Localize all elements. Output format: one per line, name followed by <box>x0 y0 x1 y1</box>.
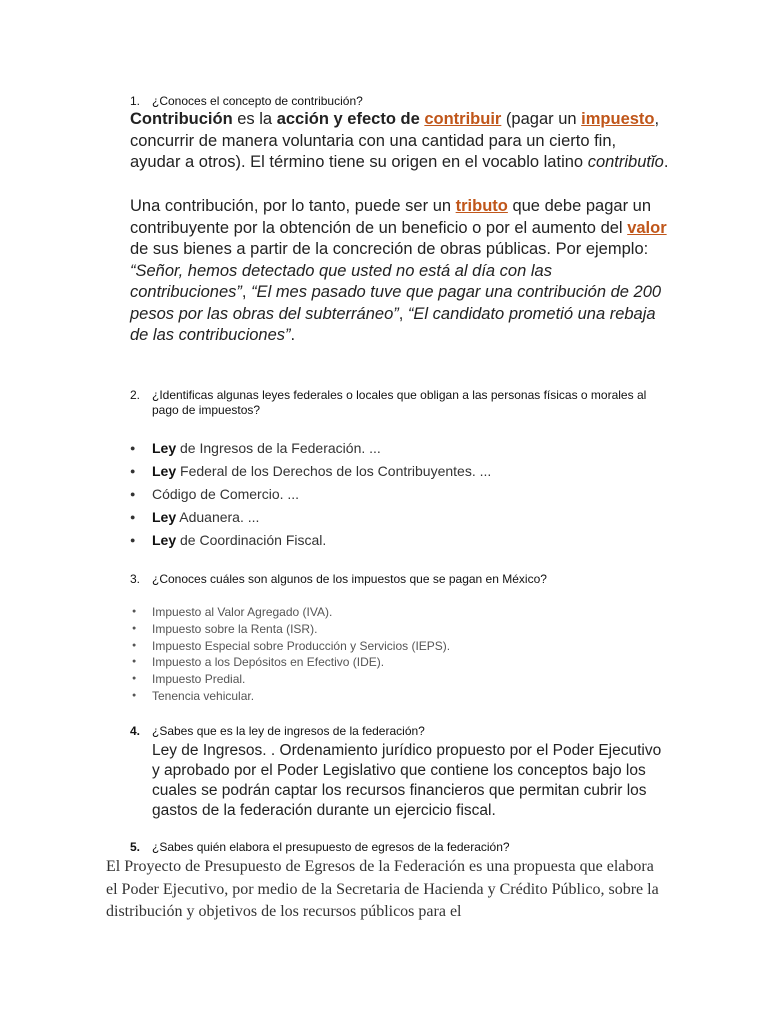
law-text: Aduanera. ... <box>176 509 260 525</box>
question-4-number: 4. <box>130 724 141 738</box>
term-contribucion: Contribución <box>130 110 233 128</box>
law-bold: Ley <box>152 440 177 456</box>
text-span: (pagar un <box>501 110 582 128</box>
text-span: Una contribución, por lo tanto, puede ser un <box>130 197 456 215</box>
law-text: de Ingresos de la Federación. ... <box>176 440 381 456</box>
list-item: ● Impuesto al Valor Agregado (IVA). <box>130 604 450 621</box>
list-item <box>130 461 491 484</box>
example-quote-3: “El candidato prometió una rebaja de las contribuciones” <box>130 304 656 344</box>
list-item <box>130 530 491 553</box>
answer-1-paragraph-1 <box>130 109 670 174</box>
law-bold: Ley <box>152 509 177 525</box>
list-item: ● Impuesto Predial. <box>130 671 450 688</box>
list-item: ● Impuesto sobre la Renta (ISR). <box>130 621 450 638</box>
question-2-number: 2. <box>130 388 141 402</box>
text-span: , <box>398 304 408 323</box>
term-accion: acción y efecto de <box>276 110 420 128</box>
text-span: de sus bienes a partir de la concreción de obras públicas. Por ejemplo: <box>130 240 649 258</box>
question-5-number: 5. <box>130 840 141 854</box>
link-impuesto[interactable]: impuesto <box>581 110 655 128</box>
taxes-list <box>130 604 450 705</box>
answer-5: El Proyecto de Presupuesto de Egresos de la Federación es una propuesta que elabora el Poder Ejecutivo, por medio de la Secretaria de Hacienda y Crédito Público, sobre la distribución y objetivos de los recursos públicos para el <box>106 858 659 920</box>
laws-list <box>130 438 491 553</box>
question-1-text: ¿Conoces el concepto de contribución? <box>152 94 363 108</box>
law-bold: Ley <box>152 463 177 479</box>
law-bold: Ley <box>152 532 177 548</box>
text-span: es la <box>232 110 277 128</box>
question-3-number: 3. <box>130 572 141 586</box>
example-quote-1: “Señor, hemos detectado que usted no está al día con las contribuciones” <box>130 261 552 301</box>
text-span: . <box>290 326 296 344</box>
question-3-text: ¿Conoces cuáles son algunos de los impuestos que se pagan en México? <box>152 572 547 586</box>
question-2-text: ¿Identificas algunas leyes federales o locales que obligan a las personas físicas o morales al pago de impuestos? <box>152 388 647 417</box>
link-tributo[interactable]: tributo <box>455 197 508 215</box>
question-1-number: 1. <box>130 94 141 108</box>
answer-1-paragraph-2 <box>130 196 670 347</box>
list-item: ● Tenencia vehicular. <box>130 688 450 705</box>
law-text: Código de Comercio. ... <box>152 486 300 502</box>
text-span: , <box>241 283 252 301</box>
text-span: que debe pagar un contribuyente por la obtención de un beneficio o por el aumento del <box>130 197 652 237</box>
text-span: . <box>663 153 669 171</box>
list-item <box>130 484 491 507</box>
list-item <box>130 507 491 530</box>
text-span: , concurrir de manera voluntaria con una cantidad para un cierto fin, ayudar a otros). El término tiene su origen en el vocablo latino <box>130 110 660 171</box>
link-valor[interactable]: valor <box>627 218 667 237</box>
answer-4: Ley de Ingresos. . Ordenamiento jurídico propuesto por el Poder Ejecutivo y aprobado por el Poder Legislativo que contiene los conceptos bajo los cuales se podrán captar los recursos financieros que permitan cubrir los gastos de la federación durante un ejercicio fiscal. <box>152 742 662 819</box>
list-item: ● Impuesto Especial sobre Producción y Servicios (IEPS). <box>130 638 450 655</box>
list-item: ● Impuesto a los Depósitos en Efectivo (IDE). <box>130 654 450 671</box>
law-text: de Coordinación Fiscal. <box>176 532 327 548</box>
question-4-text: ¿Sabes que es la ley de ingresos de la federación? <box>152 724 425 738</box>
law-text: Federal de los Derechos de los Contribuyentes. ... <box>176 463 492 479</box>
example-quote-2: “El mes pasado tuve que pagar una contribución de 200 pesos por las obras del subterráneo” <box>130 283 662 323</box>
term-contributio: contributĭo <box>587 153 664 171</box>
list-item <box>130 438 491 461</box>
question-5-text: ¿Sabes quién elabora el presupuesto de egresos de la federación? <box>152 840 510 854</box>
link-contribuir[interactable]: contribuir <box>424 110 502 128</box>
